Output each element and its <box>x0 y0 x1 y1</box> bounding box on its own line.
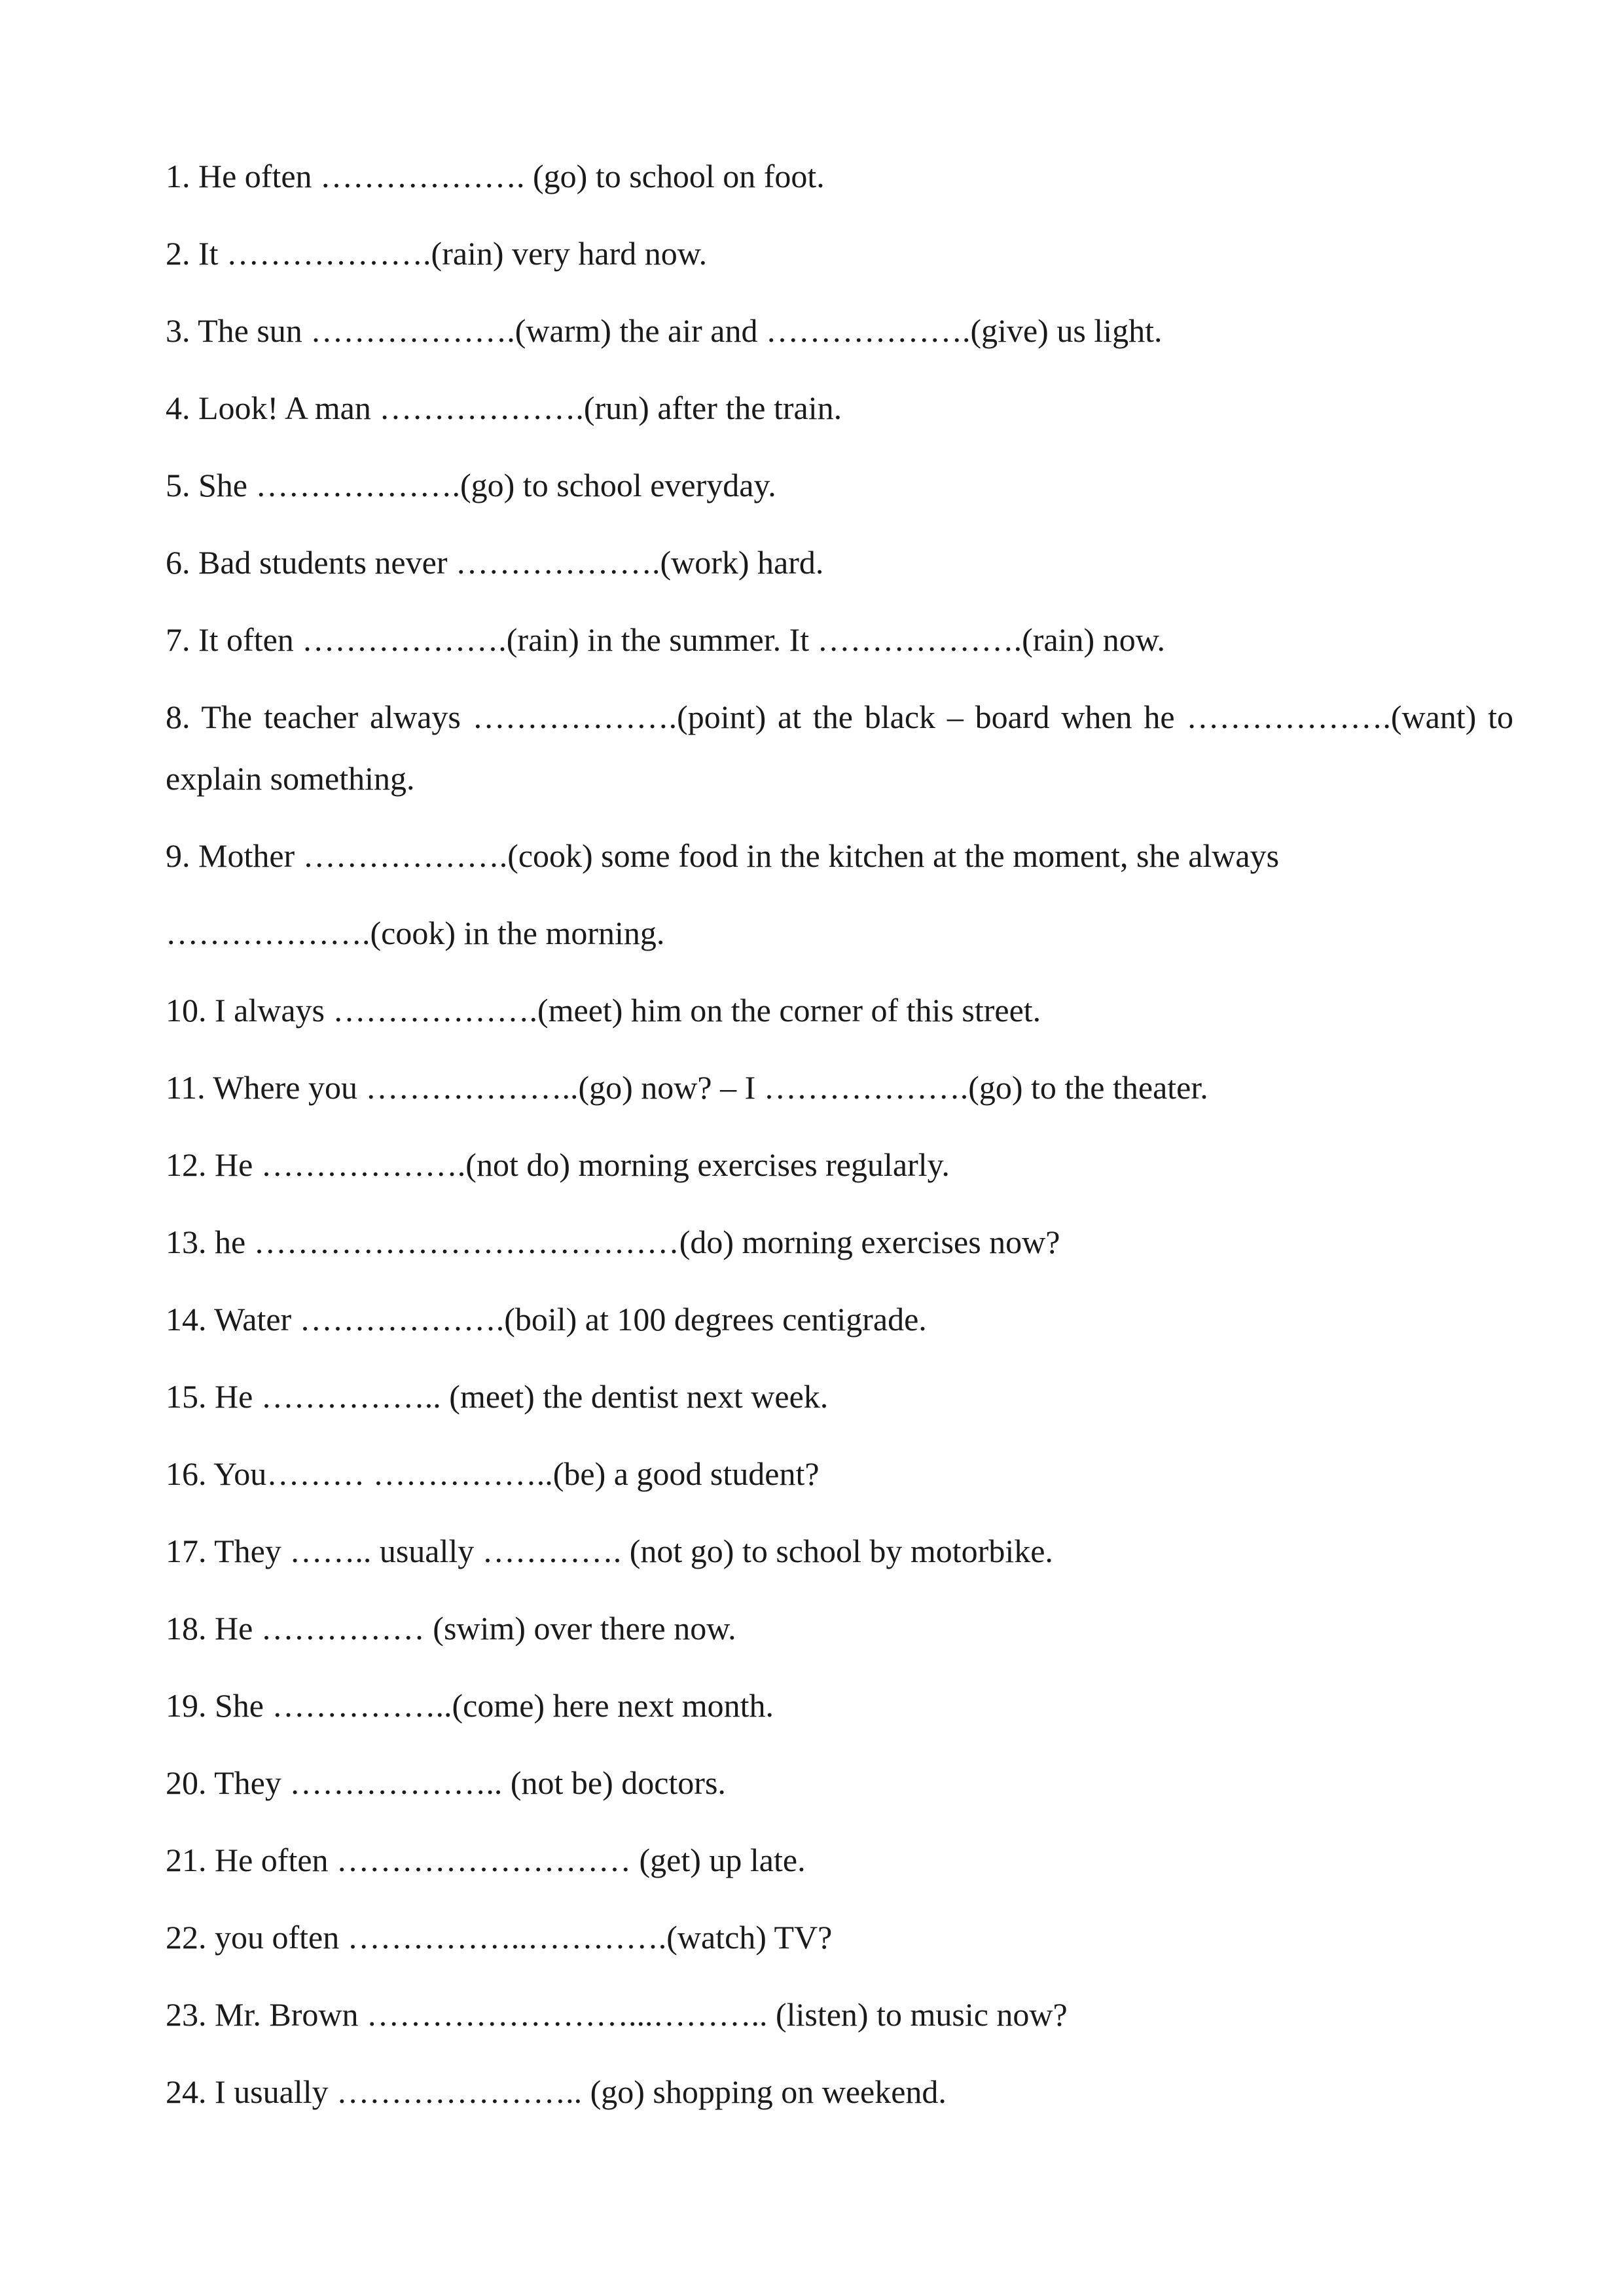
exercise-item-4: 4. Look! A man ……………….(run) after the train. <box>166 390 842 426</box>
exercise-item-15: 15. He …………….. (meet) the dentist next week. <box>166 1378 829 1415</box>
exercise-item-23: 23. Mr. Brown ……………………...……….. (listen) to music now? <box>166 1996 1068 2033</box>
exercise-item-9 <box>166 825 1513 964</box>
exercise-item-1: 1. He often ………………. (go) to school on foot. <box>166 158 825 194</box>
exercise-item-2: 2. It ……………….(rain) very hard now. <box>166 235 708 272</box>
exercise-item-19: 19. She ……………..(come) here next month. <box>166 1687 774 1724</box>
exercise-item-24: 24. I usually ………………….. (go) shopping on weekend. <box>166 2073 947 2110</box>
exercise-item-9-line-1: 9. Mother ……………….(cook) some food in the kitchen at the moment, she always <box>166 837 1280 874</box>
exercise-item-3: 3. The sun ……………….(warm) the air and ……………….(give) us light. <box>166 312 1163 349</box>
exercise-item-20: 20. They ……………….. (not be) doctors. <box>166 1764 726 1801</box>
exercise-item-17: 17. They …….. usually …………. (not go) to school by motorbike. <box>166 1533 1053 1569</box>
exercise-item-12: 12. He ……………….(not do) morning exercises regularly. <box>166 1146 950 1183</box>
exercise-item-9-line-2: ……………….(cook) in the morning. <box>166 915 665 951</box>
exercise-item-21: 21. He often ……………………… (get) up late. <box>166 1842 806 1878</box>
exercise-item-18: 18. He …………… (swim) over there now. <box>166 1610 736 1647</box>
exercise-item-5: 5. She ……………….(go) to school everyday. <box>166 467 776 503</box>
exercise-item-14: 14. Water ……………….(boil) at 100 degrees centigrade. <box>166 1301 927 1338</box>
exercise-item-10: 10. I always ……………….(meet) him on the corner of this street. <box>166 992 1041 1029</box>
exercise-item-7: 7. It often ……………….(rain) in the summer. It ……………….(rain) now. <box>166 621 1166 658</box>
exercise-item-6: 6. Bad students never ……………….(work) hard. <box>166 544 824 581</box>
exercise-item-8: 8. The teacher always ……………….(point) at the black – board when he ……………….(want) to explain something. <box>166 699 1513 797</box>
exercise-item-22: 22. you often ……………..………….(watch) TV? <box>166 1919 833 1956</box>
exercise-item-13: 13. he …………………………………(do) morning exercises now? <box>166 1224 1060 1260</box>
exercise-item-11: 11. Where you ………………..(go) now? – I ……………….(go) to the theater. <box>166 1069 1208 1106</box>
exercise-list <box>166 145 1513 2138</box>
exercise-item-16: 16. You……… ……………..(be) a good student? <box>166 1455 820 1492</box>
